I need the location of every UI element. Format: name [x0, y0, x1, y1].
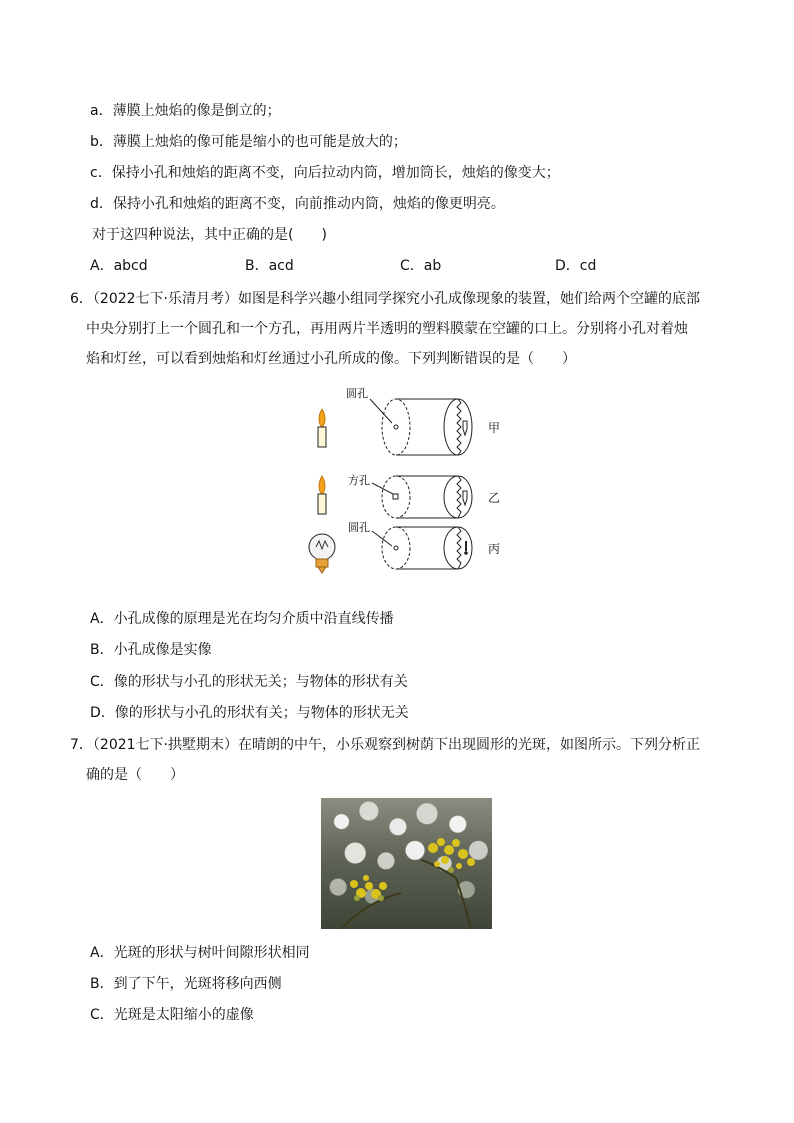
- label-round-hole-1: 圆孔: [346, 388, 368, 400]
- q6-option-c: C．像的形状与小孔的形状无关；与物体的形状有关: [90, 674, 408, 690]
- label-jia: 甲: [488, 421, 501, 435]
- q5-statement-b: b．薄膜上烛焰的像可能是缩小的也可能是放大的；: [90, 134, 407, 150]
- q5-option-c: C．ab: [400, 258, 442, 274]
- q5-prompt: 对于这四种说法，其中正确的是( ): [92, 227, 327, 243]
- q5-option-a: A．abcd: [90, 258, 148, 274]
- q6-stem-line1: 6．（2022七下·乐清月考）如图是科学兴趣小组同学探究小孔成像现象的装置，她们给两个空罐的底部: [70, 291, 700, 307]
- q7-stem-line1: 7．（2021七下·拱墅期末）在晴朗的中午，小乐观察到树荫下出现圆形的光斑，如图所示。下列分析正: [70, 737, 700, 753]
- q6-option-a: A．小孔成像的原理是光在均匀介质中沿直线传播: [90, 611, 394, 627]
- q5-option-d: D．cd: [555, 258, 597, 274]
- q6-stem-line3: 焰和灯丝，可以看到烛焰和灯丝通过小孔所成的像。下列判断错误的是（ ）: [86, 351, 576, 367]
- q7-stem-line2: 确的是（ ）: [86, 767, 184, 783]
- q5-statement-d: d．保持小孔和烛焰的距离不变，向前推动内筒，烛焰的像更明亮。: [90, 196, 505, 212]
- label-round-hole-2: 圆孔: [348, 522, 370, 534]
- pinhole-apparatus-figure: [300, 385, 520, 580]
- setup-jia: [318, 399, 472, 455]
- setup-yi: [318, 476, 472, 518]
- label-yi: 乙: [488, 491, 501, 505]
- q6-stem-line2: 中央分别打上一个圆孔和一个方孔，再用两片半透明的塑料膜蒙在空罐的口上。分别将小孔对着烛: [86, 321, 688, 337]
- q6-option-d: D．像的形状与小孔的形状有关；与物体的形状无关: [90, 705, 409, 721]
- q6-option-b: B．小孔成像是实像: [90, 642, 212, 658]
- q5-statement-a: a．薄膜上烛焰的像是倒立的；: [90, 103, 281, 119]
- q7-option-b: B．到了下午，光斑将移向西侧: [90, 976, 282, 992]
- q7-option-c: C．光斑是太阳缩小的虚像: [90, 1007, 254, 1023]
- q7-option-a: A．光斑的形状与树叶间隙形状相同: [90, 945, 310, 961]
- label-bing: 丙: [488, 542, 501, 556]
- sunlight-spots-photo: [321, 798, 492, 929]
- q5-option-b: B．acd: [245, 258, 294, 274]
- label-square-hole: 方孔: [348, 475, 370, 487]
- setup-bing: [309, 527, 472, 573]
- q5-statement-c: c．保持小孔和烛焰的距离不变，向后拉动内筒，增加筒长，烛焰的像变大；: [90, 165, 560, 181]
